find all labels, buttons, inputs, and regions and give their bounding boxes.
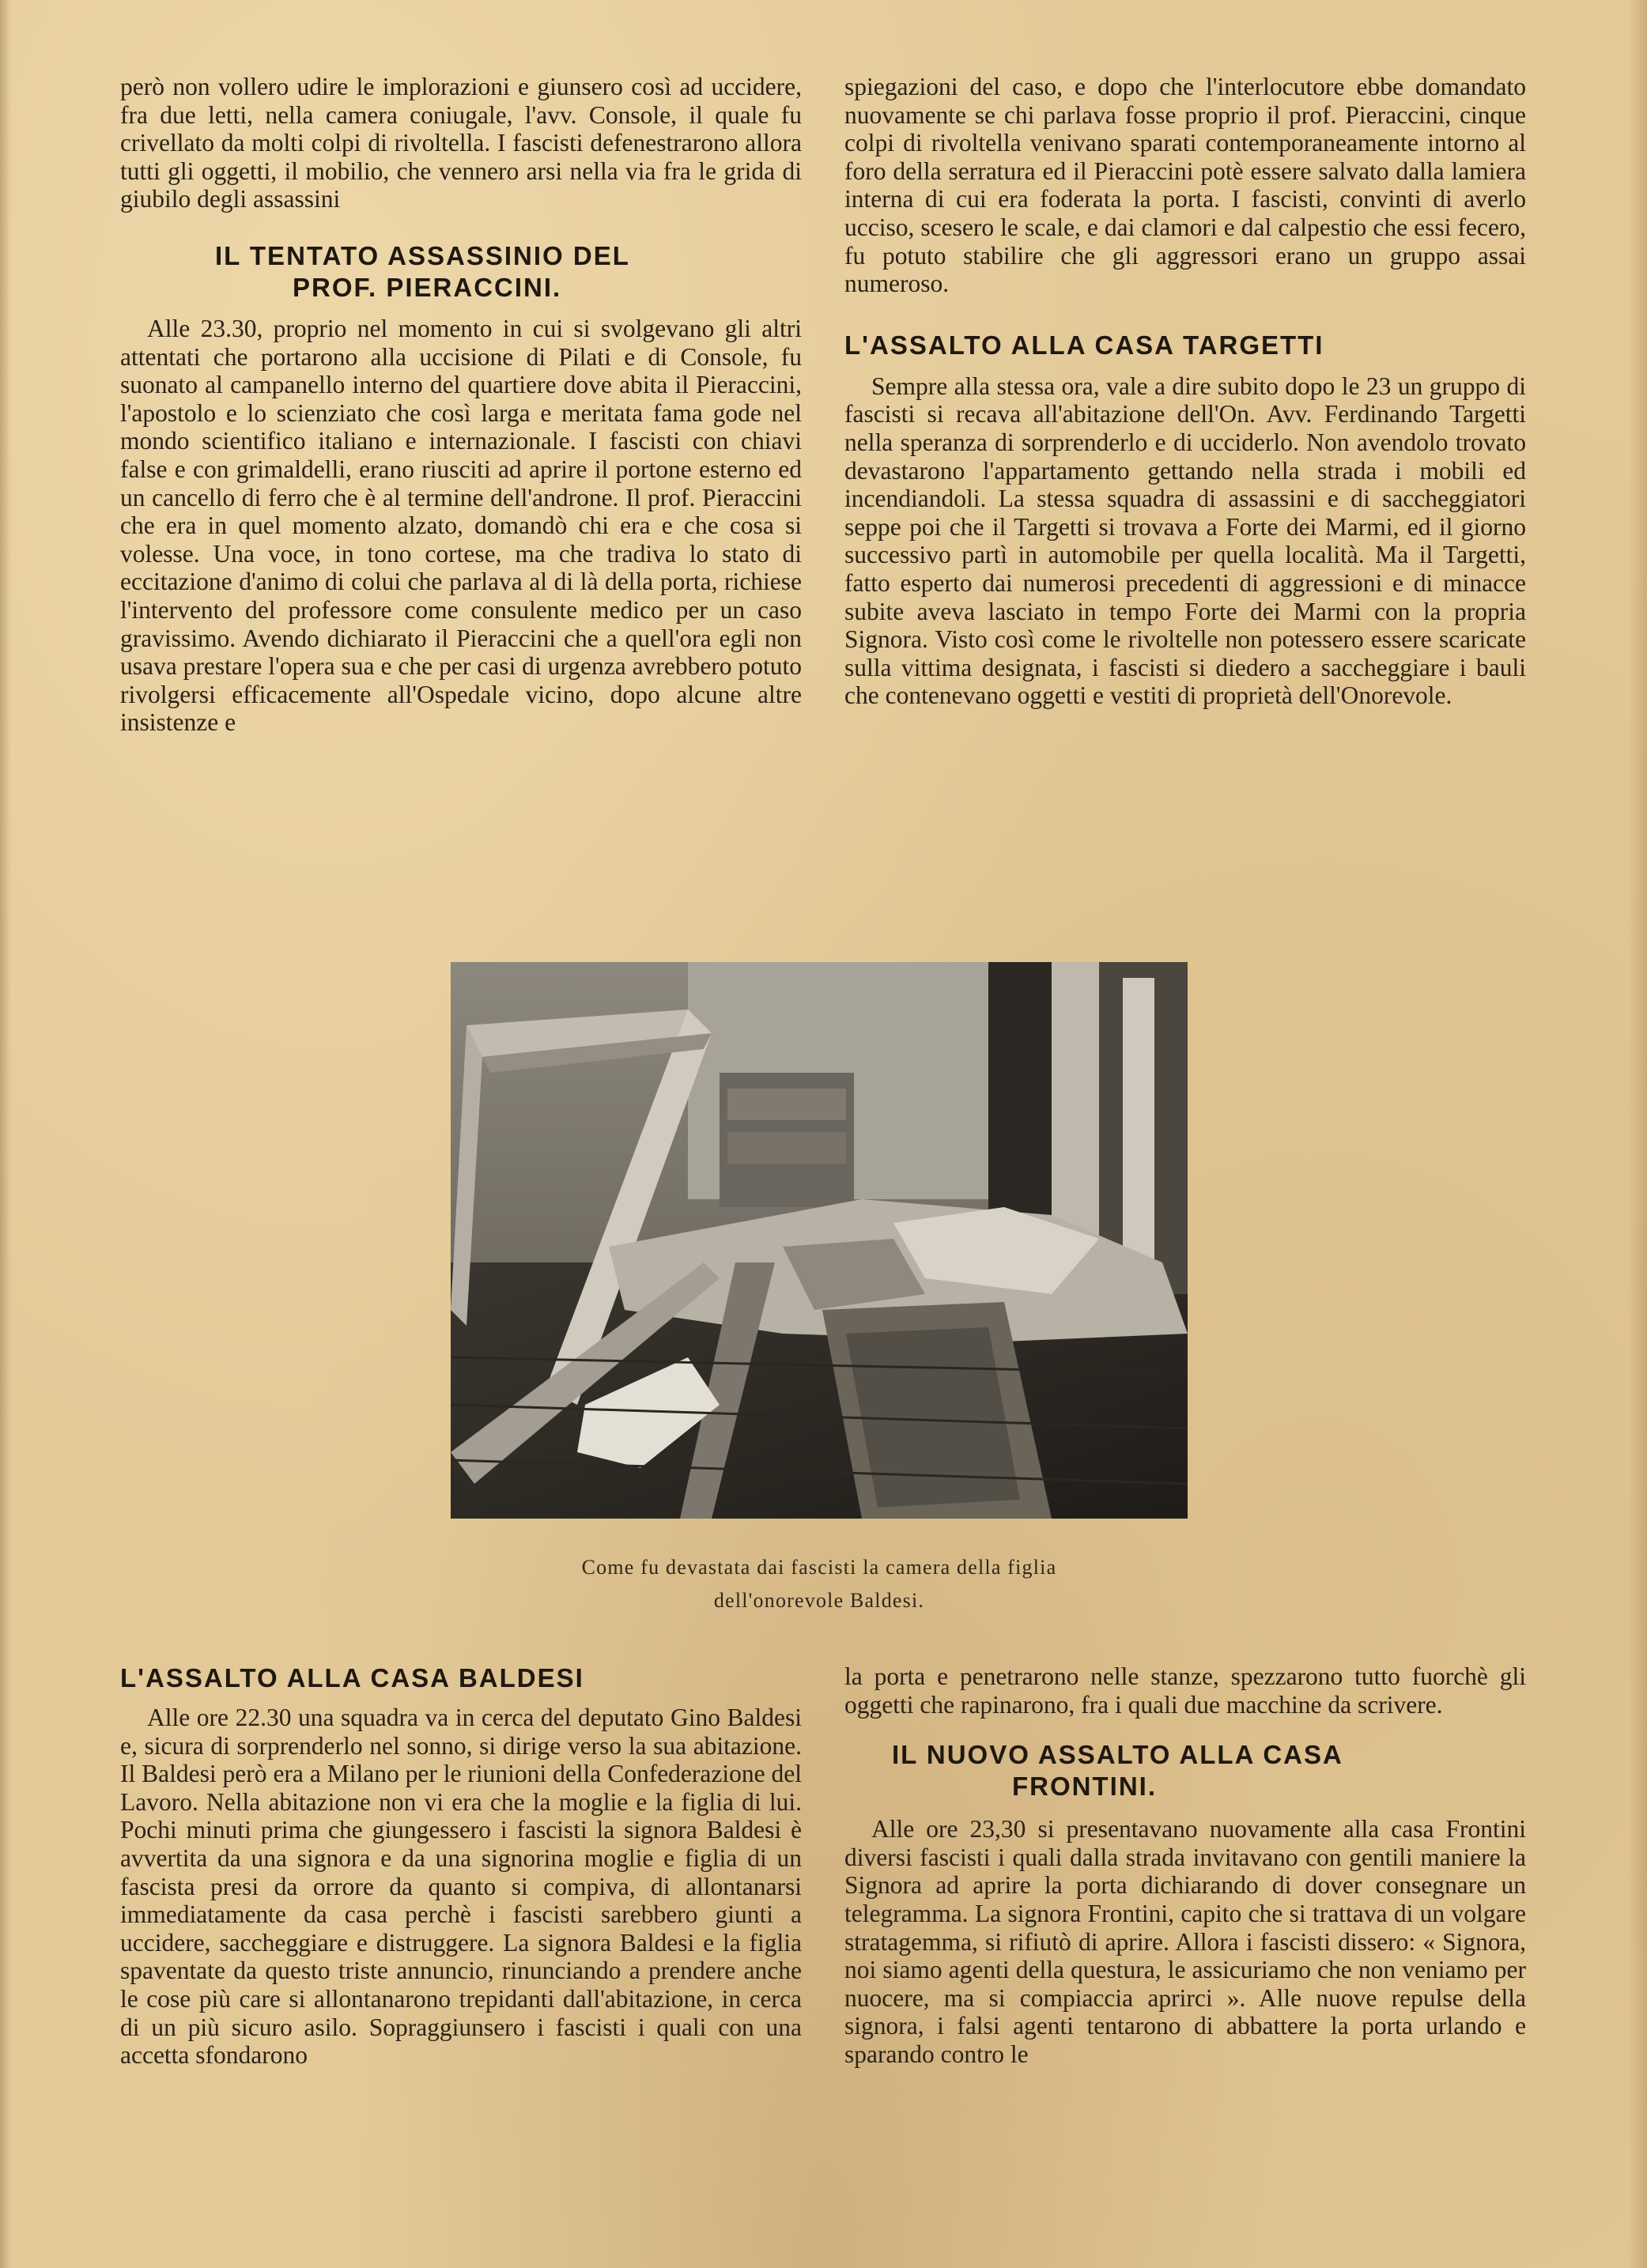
heading-frontini-line2: FRONTINI. (1012, 1772, 1157, 1802)
heading-frontini-line1: IL NUOVO ASSALTO ALLA CASA (892, 1740, 1343, 1770)
heading-pieraccini-line2: PROF. PIERACCINI. (293, 272, 562, 302)
paper-edge-left (0, 0, 11, 2268)
right-top-intro-text: spiegazioni del caso, e dopo che l'interlocutore ebbe domandato nuovamente se chi parlava fosse proprio il prof. Pieraccini, cinque colpi di rivoltella venivano sparati contemporaneamente intorno al foro della serratura ed il Pieraccini potè essere salvato dalla lamiera interna di cui era foderata la porta. I fascisti, convinti di averlo ucciso, scesero le scale, e dai clamori e dal calpestio che essi fecero, fu potuto stabilire che gli aggressori erano un gruppo assai numeroso. (844, 73, 1526, 298)
photo-illustration (451, 962, 1188, 1519)
heading-pieraccini-line1: IL TENTATO ASSASSINIO DEL (215, 240, 630, 270)
right-bottom-column (844, 1662, 1526, 2069)
pieraccini-article-body: Alle 23.30, proprio nel momento in cui si svolgevano gli altri attentati che portarono alla uccisione di Pilati e di Console, fu suonato al campanello interno del quartiere dove abita il Pieraccini, l'apostolo e lo scienziato che così larga e meritata fama gode nel mondo scientifico italiano e internazionale. I fascisti con chiavi false e con grimaldelli, erano riusciti ad aprire il portone esterno ed un cancello di ferro che è al termine dell'androne. Il prof. Pieraccini che era in quel momento alzato, domandò chi era e che cosa si volesse. Una voce, in tono cortese, ma che tradiva lo stato di eccitazione d'animo di colui che parlava al di là della porta, richiese l'intervento del professore come consulente medico per un caso gravissimo. Avendo dichiarato il Pieraccini che a quell'ora egli non usava prestare l'opera sua e che per casi di urgenza avrebbero potuto rivolgersi efficacemente all'Ospedale vicino, dopo alcune altre insistenze e (120, 314, 802, 737)
frontini-article-body: Alle ore 23,30 si presentavano nuovamente alla casa Frontini diversi fascisti i quali dalla strada invitavano con gentili maniere la Signora ad aprire la porta dichiarando di dover consegnare un telegramma. La signora Frontini, capito che si trattava di un volgare stratagemma, si rifiutò di aprire. Allora i fascisti dissero: « Signora, noi siamo agenti della questura, le assicuriamo che non veniamo per nuocere, ma si compiaccia aprirci ». Alle nuove repulse della signora, i falsi agenti tentarono di abbattere la porta urlando e sparando contro le (844, 1815, 1526, 2068)
devastated-room-photo (451, 962, 1188, 1519)
photo-caption (427, 1551, 1211, 1617)
right-bottom-intro-text: la porta e penetrarono nelle stanze, spezzarono tutto fuorchè gli oggetti che rapinarono, fra i quali due macchine da scrivere. (844, 1662, 1526, 1719)
heading-baldesi: L'ASSALTO ALLA CASA BALDESI (120, 1663, 584, 1693)
photo-caption-line1: Come fu devastata dai fascisti la camera della figlia (581, 1556, 1057, 1579)
left-top-intro-text: però non vollero udire le implorazioni e giunsero così ad uccidere, fra due letti, nella camera coniugale, l'avv. Console, il quale fu crivellato da molti colpi di rivoltella. I fascisti defenestrarono allora tutti gli oggetti, il mobilio, che vennero arsi nella via fra le grida di giubilo degli assassini (120, 73, 802, 213)
left-bottom-column (120, 1662, 802, 2070)
photo-caption-line2: dell'onorevole Baldesi. (713, 1589, 925, 1612)
left-top-column (120, 73, 802, 737)
targetti-article-body: Sempre alla stessa ora, vale a dire subito dopo le 23 un gruppo di fascisti si recava all'abitazione dell'On. Avv. Ferdinando Targetti nella speranza di sorprenderlo e di ucciderlo. Non avendolo trovato devastarono l'appartamento gettando nella strada i mobili ed incendiandoli. La stessa squadra di assassini e di saccheggiatori seppe poi che il Targetti si trovava a Forte dei Marmi, ed il giorno successivo partì in automobile per quella località. Ma il Targetti, fatto esperto dai numerosi precedenti di aggressioni e di minacce subite aveva lasciato in tempo Forte dei Marmi con la propria Signora. Visto così come le rivoltelle non potessero essere scaricate sulla vittima designata, i fascisti si diedero a saccheggiare i bauli che contenevano oggetti e vestiti di proprietà dell'Onorevole. (844, 372, 1526, 710)
baldesi-article-body: Alle ore 22.30 una squadra va in cerca del deputato Gino Baldesi e, sicura di sorprenderlo nel sonno, si dirige verso la sua abitazione. Il Baldesi però era a Milano per le riunioni della Confederazione del Lavoro. Nella abitazione non vi era che la moglie e la figlia di lui. Pochi minuti prima che giungessero i fascisti la signora Baldesi è avvertita da una signora e da una signorina moglie e figlia di un fascista presi da orrore da quanto si compiva, di allontanarsi immediatamente da casa perchè i fascisti sarebbero giunti a uccidere, saccheggiare e distruggere. La signora Baldesi e la figlia spaventate da questo triste annuncio, rinunciando a prendere anche le cose più care si allontanarono trepidanti dall'abitazione, in cerca di un più sicuro asilo. Sopraggiunsero i fascisti i quali con una accetta sfondarono (120, 1704, 802, 2070)
right-top-column (844, 73, 1526, 710)
paper-edge-right (1628, 0, 1647, 2268)
heading-targetti: L'ASSALTO ALLA CASA TARGETTI (844, 330, 1324, 360)
